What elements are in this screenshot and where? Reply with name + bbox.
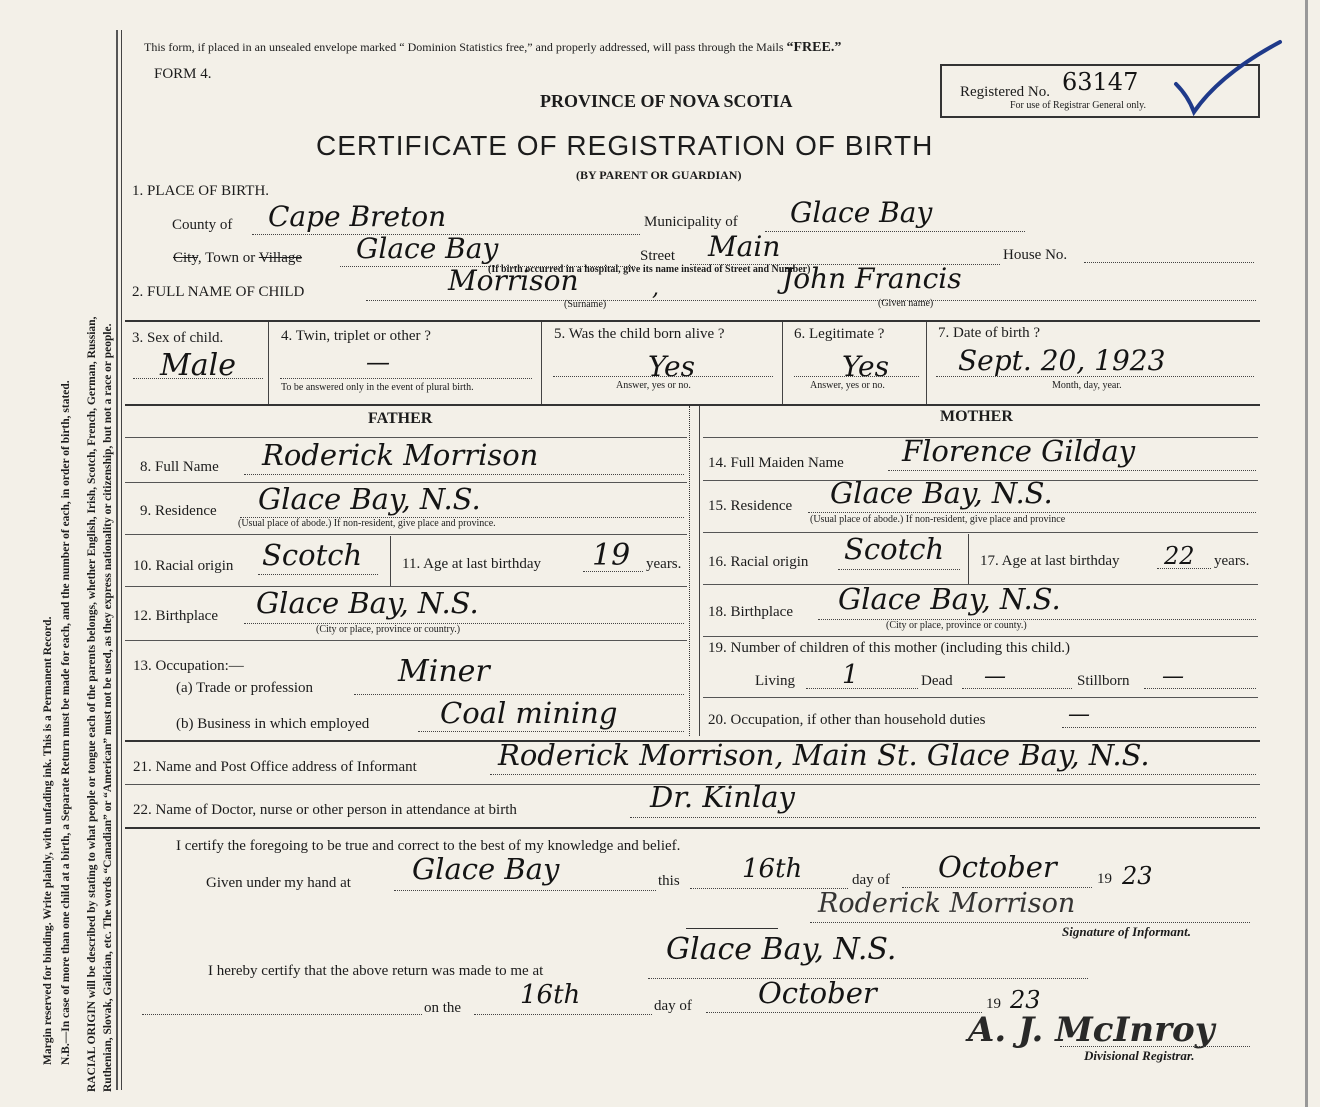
margin-notes <box>0 0 115 1107</box>
father-business-value: Coal mining <box>440 696 618 730</box>
day-of-label: day of <box>852 872 890 888</box>
father-residence-label: 9. Residence <box>140 503 217 519</box>
margin-note-2: N.B.—In case of more than one child at a birth, a Separate Return must be made for each, and the number of each, in order of birth, stated. <box>60 380 72 1065</box>
certify-text: I certify the foregoing to be true and correct to the best of my knowledge and belief. <box>176 838 681 854</box>
mother-racial-label: 16. Racial origin <box>708 554 809 570</box>
father-heading: FATHER <box>368 410 433 427</box>
informant-signature-caption: Signature of Informant. <box>1062 924 1191 939</box>
county-label: County of <box>172 217 233 233</box>
given-place-value: Glace Bay <box>412 852 560 886</box>
father-racial-label: 10. Racial origin <box>133 558 234 574</box>
street-label: Street <box>640 248 675 264</box>
reg-day-of-label: day of <box>654 998 692 1014</box>
dob-label: 7. Date of birth ? <box>938 325 1041 341</box>
rule-row3-top <box>125 320 1260 322</box>
dead-value: — <box>984 664 1006 689</box>
mother-residence-value: Glace Bay, N.S. <box>830 476 1053 510</box>
reg-month-value: October <box>758 976 877 1010</box>
informant-signature: Roderick Morrison <box>818 888 1076 919</box>
given-under-label: Given under my hand at <box>206 875 351 891</box>
father-birthplace-note: (City or place, province or country.) <box>316 624 461 635</box>
surname-caption: (Surname) <box>564 299 607 310</box>
living-value: 1 <box>842 660 859 690</box>
dob-note: Month, day, year. <box>1052 380 1122 391</box>
checkmark-icon <box>1170 38 1290 120</box>
registered-number: 63147 <box>1062 68 1139 96</box>
hospital-note: (If birth occurred in a hospital, give its name instead of Street and Number) <box>488 264 811 275</box>
mother-residence-note: (Usual place of abode.) If non-resident, give place and province <box>810 514 1066 525</box>
living-label: Living <box>755 673 795 689</box>
father-age-value: 19 <box>592 538 631 573</box>
sex-label: 3. Sex of child. <box>132 330 224 346</box>
alive-label: 5. Was the child born alive ? <box>554 326 725 342</box>
informant-value: Roderick Morrison, Main St. Glace Bay, N.S. <box>498 738 1150 772</box>
father-name-value: Roderick Morrison <box>262 438 539 472</box>
legitimate-note: Answer, yes or no. <box>810 380 885 391</box>
legitimate-label: 6. Legitimate ? <box>794 326 885 342</box>
county-value: Cape Breton <box>268 200 447 233</box>
child-name-label: 2. FULL NAME OF CHILD <box>132 284 305 300</box>
reg-year-value: 23 <box>1010 986 1041 1014</box>
father-residence-value: Glace Bay, N.S. <box>258 482 481 516</box>
this-label: this <box>658 873 680 889</box>
comma: , <box>652 276 659 301</box>
street-value: Main <box>708 230 781 263</box>
dead-label: Dead <box>921 673 953 689</box>
postal-note: This form, if placed in an unsealed envelope marked “ Dominion Statistics free,” and properly addressed, will pass through the Mails “FREE.” <box>144 40 842 55</box>
place-of-birth-heading: 1. PLACE OF BIRTH. <box>132 183 270 199</box>
province-heading: PROVINCE OF NOVA SCOTIA <box>540 91 793 111</box>
mother-age-value: 22 <box>1164 542 1195 570</box>
mother-age-label: 17. Age at last birthday <box>980 553 1120 569</box>
page-edge <box>1305 0 1308 1107</box>
given-caption: (Given name) <box>878 298 934 309</box>
father-years: years. <box>646 556 682 572</box>
reg-year-prefix: 19 <box>986 996 1001 1012</box>
doctor-value: Dr. Kinlay <box>650 780 795 814</box>
father-birthplace-value: Glace Bay, N.S. <box>256 586 479 620</box>
parent-divider <box>689 406 690 736</box>
town-label: City, Town or Village <box>173 250 303 266</box>
margin-note-1: Margin reserved for binding. Write plainly, with unfading ink. This is a Permanent Record. <box>42 616 54 1065</box>
house-number-label: House No. <box>1003 247 1068 263</box>
mother-name-label: 14. Full Maiden Name <box>708 455 844 471</box>
municipality-value: Glace Bay <box>790 196 933 229</box>
father-name-label: 8. Full Name <box>140 459 219 475</box>
mother-birthplace-value: Glace Bay, N.S. <box>838 582 1061 616</box>
child-surname-value: Morrison <box>448 264 579 297</box>
mother-children-label: 19. Number of children of this mother (including this child.) <box>708 640 1071 656</box>
page-subtitle: (BY PARENT OR GUARDIAN) <box>576 168 742 182</box>
mother-birthplace-label: 18. Birthplace <box>708 604 793 620</box>
father-trade-value: Miner <box>398 654 490 689</box>
registrar-signature: A. J. McInroy <box>968 1010 1215 1050</box>
father-trade-label: (a) Trade or profession <box>176 680 314 696</box>
registrar-text: I hereby certify that the above return was made to me at <box>208 963 544 979</box>
dob-value: Sept. 20, 1923 <box>958 344 1166 377</box>
mother-racial-value: Scotch <box>844 532 945 566</box>
father-age-label: 11. Age at last birthday <box>402 556 541 572</box>
father-business-label: (b) Business in which employed <box>176 716 370 732</box>
doctor-label: 22. Name of Doctor, nurse or other person in attendance at birth <box>133 802 517 818</box>
year-value: 23 <box>1122 862 1153 890</box>
child-given-value: John Francis <box>782 262 962 295</box>
alive-value: Yes <box>648 350 695 383</box>
registered-label: Registered No. <box>960 84 1050 100</box>
rule-row3-bottom <box>125 404 1260 406</box>
alive-note: Answer, yes or no. <box>616 380 691 391</box>
year-prefix: 19 <box>1097 871 1112 887</box>
form-number: FORM 4. <box>154 66 212 82</box>
father-racial-value: Scotch <box>262 538 363 572</box>
stillborn-value: — <box>1162 664 1184 689</box>
mother-occupation-value: — <box>1068 702 1090 727</box>
mother-birthplace-note: (City or place, province or county.) <box>886 620 1027 631</box>
margin-note-4: Ruthenian, Slovak, Galician, etc. The words “Canadian” or “American” must not be used, as they express nationality or citizenship, but not a race or people. <box>102 323 114 1092</box>
margin-note-3: RACIAL ORIGIN will be described by stating to what people or tongue each of the parents belongs, whether English, Irish, Scotch, French, German, Russian, <box>86 316 98 1092</box>
town-value: Glace Bay <box>356 232 499 265</box>
page-title: CERTIFICATE OF REGISTRATION OF BIRTH <box>316 130 934 161</box>
margin-rule-inner <box>121 30 122 1090</box>
legitimate-value: Yes <box>842 350 889 383</box>
father-residence-note: (Usual place of abode.) If non-resident, give place and province. <box>238 518 496 529</box>
twin-note: To be answered only in the event of plural birth. <box>281 382 474 393</box>
registrar-caption: Divisional Registrar. <box>1084 1048 1195 1063</box>
margin-rule <box>116 30 118 1090</box>
rule-informant-bottom <box>125 827 1260 829</box>
mother-residence-label: 15. Residence <box>708 498 793 514</box>
mother-occupation-label: 20. Occupation, if other than household duties <box>708 712 986 728</box>
reg-day-value: 16th <box>520 980 581 1010</box>
twin-label: 4. Twin, triplet or other ? <box>281 328 431 344</box>
mother-name-value: Florence Gilday <box>902 434 1136 468</box>
registrar-place-value: Glace Bay, N.S. <box>666 932 897 967</box>
mother-heading: MOTHER <box>940 408 1013 425</box>
registrar-note: For use of Registrar General only. <box>1010 100 1146 111</box>
municipality-label: Municipality of <box>644 214 738 230</box>
sex-value: Male <box>160 348 236 383</box>
stillborn-label: Stillborn <box>1077 673 1130 689</box>
informant-label: 21. Name and Post Office address of Informant <box>133 759 417 775</box>
day-value: 16th <box>742 854 803 884</box>
twin-value: — <box>366 348 390 376</box>
father-occupation-label: 13. Occupation:— <box>133 658 244 674</box>
on-the-label: on the <box>424 1000 462 1016</box>
mother-years: years. <box>1214 553 1250 569</box>
month-value: October <box>938 850 1057 884</box>
father-birthplace-label: 12. Birthplace <box>133 608 218 624</box>
